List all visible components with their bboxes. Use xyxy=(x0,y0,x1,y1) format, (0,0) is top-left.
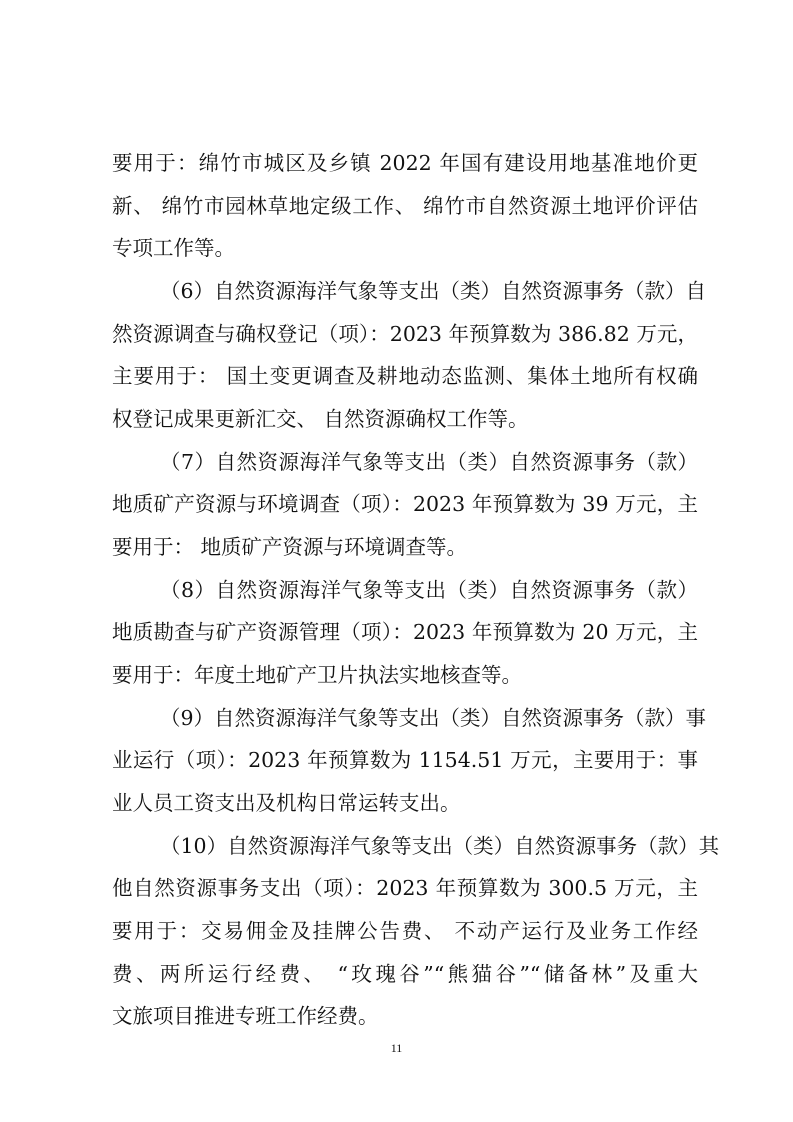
page-number: 11 xyxy=(390,1041,403,1055)
text-line: 权登记成果更新汇交、 自然资源确权工作等。 xyxy=(112,407,529,431)
text-line: 地质矿产资源与环境调查（项）：2023 年预算数为 39 万元，主 xyxy=(112,492,698,516)
text-line: 要用于：交易佣金及挂牌公告费、 不动产运行及业务工作经 xyxy=(112,919,698,943)
text-line: 要用于：绵竹市城区及乡镇 2022 年国有建设用地基准地价更 xyxy=(112,151,698,175)
text-line: 业运行（项）：2023 年预算数为 1154.51 万元，主要用于：事 xyxy=(112,748,698,772)
text-line: （7）自然资源海洋气象等支出（类）自然资源事务（款） xyxy=(160,450,698,474)
text-line: 主要用于： 国土变更调查及耕地动态监测、集体土地所有权确 xyxy=(112,364,698,388)
text-line: 他自然资源事务支出（项）：2023 年预算数为 300.5 万元，主 xyxy=(112,876,698,900)
text-line: 要用于： 地质矿产资源与环境调查等。 xyxy=(112,535,468,559)
text-line: 要用于：年度土地矿产卫片执法实地核查等。 xyxy=(112,663,522,687)
text-line: （8）自然资源海洋气象等支出（类）自然资源事务（款） xyxy=(160,578,698,602)
text-line: （9）自然资源海洋气象等支出（类）自然资源事务（款）事 xyxy=(160,706,707,730)
text-line: （6）自然资源海洋气象等支出（类）自然资源事务（款）自 xyxy=(160,279,707,303)
text-line: 然资源调查与确权登记（项）：2023 年预算数为 386.82 万元， xyxy=(112,322,698,346)
text-line: 地质勘查与矿产资源管理（项）：2023 年预算数为 20 万元，主 xyxy=(112,620,698,644)
text-line: 业人员工资支出及机构日常运转支出。 xyxy=(112,791,461,815)
text-line: 费、两所运行经费、 “玫瑰谷”“熊猫谷”“储备林”及重大 xyxy=(112,962,698,986)
text-line: （10）自然资源海洋气象等支出（类）自然资源事务（款）其 xyxy=(160,834,720,858)
text-line: 新、 绵竹市园林草地定级工作、 绵竹市自然资源土地评价评估 xyxy=(112,194,698,218)
text-line: 专项工作等。 xyxy=(112,236,235,260)
text-line: 文旅项目推进专班工作经费。 xyxy=(112,1004,379,1028)
